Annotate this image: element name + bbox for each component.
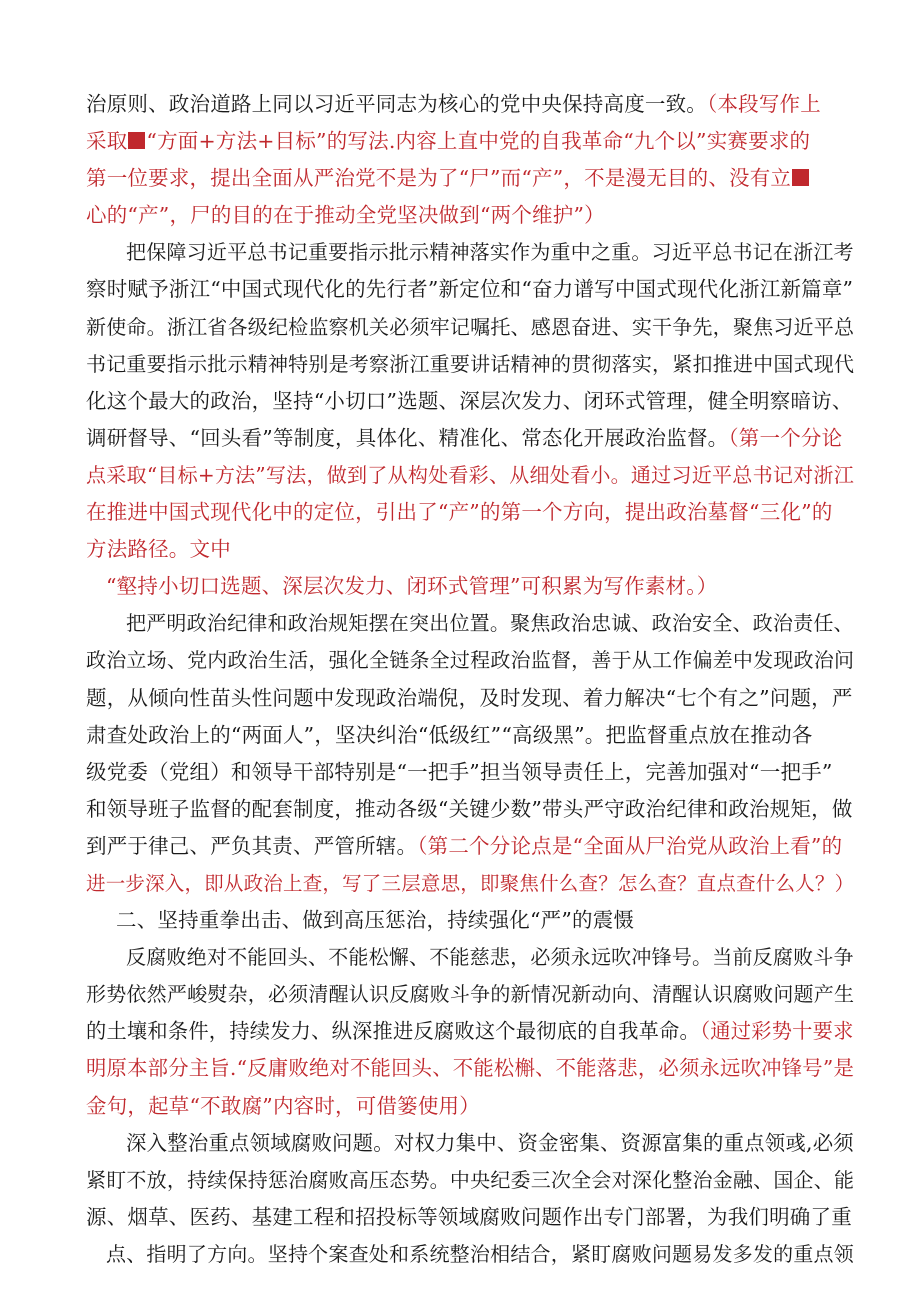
text-line [86, 420, 854, 457]
text-line [86, 902, 854, 939]
text-line [86, 1162, 854, 1199]
text-line [86, 383, 854, 420]
redaction-mark [792, 169, 809, 186]
body-text: 题，从倾向性苗头性问题中发现政治端倪，及时发现、着力解决“七个有之”问题，严 [86, 685, 853, 710]
body-text: 点、指明了方向。坚持个案查处和系统整治相结合，紧盯腐败问题易发多发的重点领 [106, 1241, 854, 1266]
text-line [86, 1050, 854, 1087]
annotation-text: “壑持小切口选题、深层次发力、闭环式管理”可积累为写作素材。） [106, 574, 718, 599]
body-text: 治原则、政治道路上同以习近平同志为核心的党中央保持高度一致。 [86, 92, 707, 116]
text-line [86, 197, 854, 234]
annotation-text: 明原本部分主旨.“反庸败绝对不能回头、不能松槲、不能落悲，必须永远吹冲锋号”是 [86, 1056, 854, 1081]
text-line [86, 680, 854, 717]
text-line [86, 642, 854, 679]
text-line [86, 309, 854, 346]
text-line [86, 865, 854, 902]
text-line [86, 754, 854, 791]
text-line [86, 123, 854, 160]
annotation-text: 方法路径。文中 [86, 537, 231, 562]
annotation-text: （第一个分论 [728, 425, 843, 450]
body-text: 到严于律己、严负其责、严管所辖。 [86, 833, 418, 858]
annotation-text: 金句，起草“不敢腐”内容时，可借篓使用） [86, 1093, 480, 1118]
text-line [86, 717, 854, 754]
text-line [86, 160, 854, 197]
text-line [86, 1088, 854, 1125]
annotation-text: 在推进中国式现代化中的定位，引出了“产”的第一个方向，提出政治墓督“三化”的 [86, 500, 833, 525]
text-line [86, 791, 854, 828]
text-line [86, 1199, 854, 1236]
text-line [86, 605, 854, 642]
body-text: 察时赋予浙江“中国式现代化的先行者”新定位和“奋力谱写中国式现代化浙江新篇章” [86, 277, 854, 302]
body-text: 二、坚持重拳出击、做到高压惩治，持续强化“严”的震慑 [116, 908, 635, 933]
text-line [86, 1236, 854, 1273]
document-page [86, 86, 854, 1273]
annotation-text: 进一步深入，即从政治上查，写了三层意思，即聚焦什么查？怎么查？直点查什么人？） [86, 871, 854, 895]
body-text: 把严明政治纪律和政治规矩摆在突出位置。聚焦政治忠诚、政治安全、政治责任、 [126, 611, 854, 636]
body-text: 化这个最大的政治，坚持“小切口”选题、深层次发力、闭环式管理，健全明察暗访、 [86, 388, 853, 413]
text-line [86, 346, 854, 383]
text-line [86, 234, 854, 271]
annotation-text: 采取 [86, 129, 128, 154]
body-text: 和领导班子监督的配套制度，推动各级“关键少数”带头严守政治纪律和政治规矩，做 [86, 796, 853, 821]
redaction-mark [128, 132, 145, 149]
text-line [86, 1013, 854, 1050]
annotation-text: 心的“产”，尸的目的在于推动全党坚决做到“两个维护”） [86, 203, 605, 228]
text-line [86, 1125, 854, 1162]
annotation-text: （第二个分论点是“全面从尸治党从政治上看”的 [417, 833, 843, 858]
text-line [86, 939, 854, 976]
annotation-text: （本段写作上 [707, 92, 821, 116]
body-text: 紧盯不放，持续保持惩治腐败高压态势。中央纪委三次全会对深化整治金融、国企、能 [86, 1167, 854, 1192]
annotation-text: 第一位要求，提出全面从严治党不是为了“尸”而“产”，不是漫无目的、没有立 [86, 166, 792, 191]
body-text: 形势依然严峻熨杂，必须清醒认识反腐败斗争的新情况新动向、清醒认识腐败问题产生 [86, 982, 854, 1007]
text-line [86, 86, 854, 123]
body-text: 级党委（党组）和领导干部特别是“一把手”担当领导责任上，完善加强对“一把手” [86, 759, 833, 784]
body-text: 深入整治重点领域腐败问题。对权力集中、资金密集、资源富集的重点领彧,必须 [126, 1130, 854, 1155]
annotation-text: 点采取“目标+方法”写法，做到了从构处看彩、从细处看小。通过习近平总书记对浙江 [86, 462, 854, 487]
text-line [86, 494, 854, 531]
text-line [86, 271, 854, 308]
text-line [86, 828, 854, 865]
text-line [86, 531, 854, 568]
body-text: 的土壤和条件，持续发力、纵深推进反腐败这个最彻底的自我革命。 [86, 1019, 700, 1044]
text-line [86, 457, 854, 494]
body-text: 书记重要指示批示精神特别是考察浙江重要讲话精神的贯彻落实，紧扣推进中国式现代 [86, 351, 854, 376]
body-text: 把保障习近平总书记重要指示批示精神落实作为重中之重。习近平总书记在浙江考 [126, 240, 854, 265]
body-text: 政治立场、党内政治生活，强化全链条全过程政治监督，善于从工作偏差中发现政治问 [86, 648, 854, 673]
text-line [86, 568, 854, 605]
text-line [86, 976, 854, 1013]
body-text: 源、烟草、医药、基建工程和招投标等领域腐败问题作出专门部署，为我们明确了重 [86, 1204, 852, 1229]
body-text: 新使命。浙江省各级纪检监察机关必须牢记嘱托、感恩奋进、实干争先，聚焦习近平总 [86, 314, 854, 339]
body-text: 肃查处政治上的“两面人”，坚决纠治“低级红”“高级黑”。把监督重点放在推动各 [86, 722, 813, 747]
body-text: 反腐败绝对不能回头、不能松懈、不能慈悲，必须永远吹冲锋号。当前反腐败斗争 [126, 945, 854, 970]
body-text: 调研督导、“回头看”等制度，具体化、精准化、常态化开展政治监督。 [86, 425, 729, 450]
annotation-text: （通过彩势十要求 [699, 1019, 854, 1044]
annotation-text: “方面+方法+目标”的写法.内容上直中党的自我革命“九个以”实赛要求的 [146, 129, 811, 154]
